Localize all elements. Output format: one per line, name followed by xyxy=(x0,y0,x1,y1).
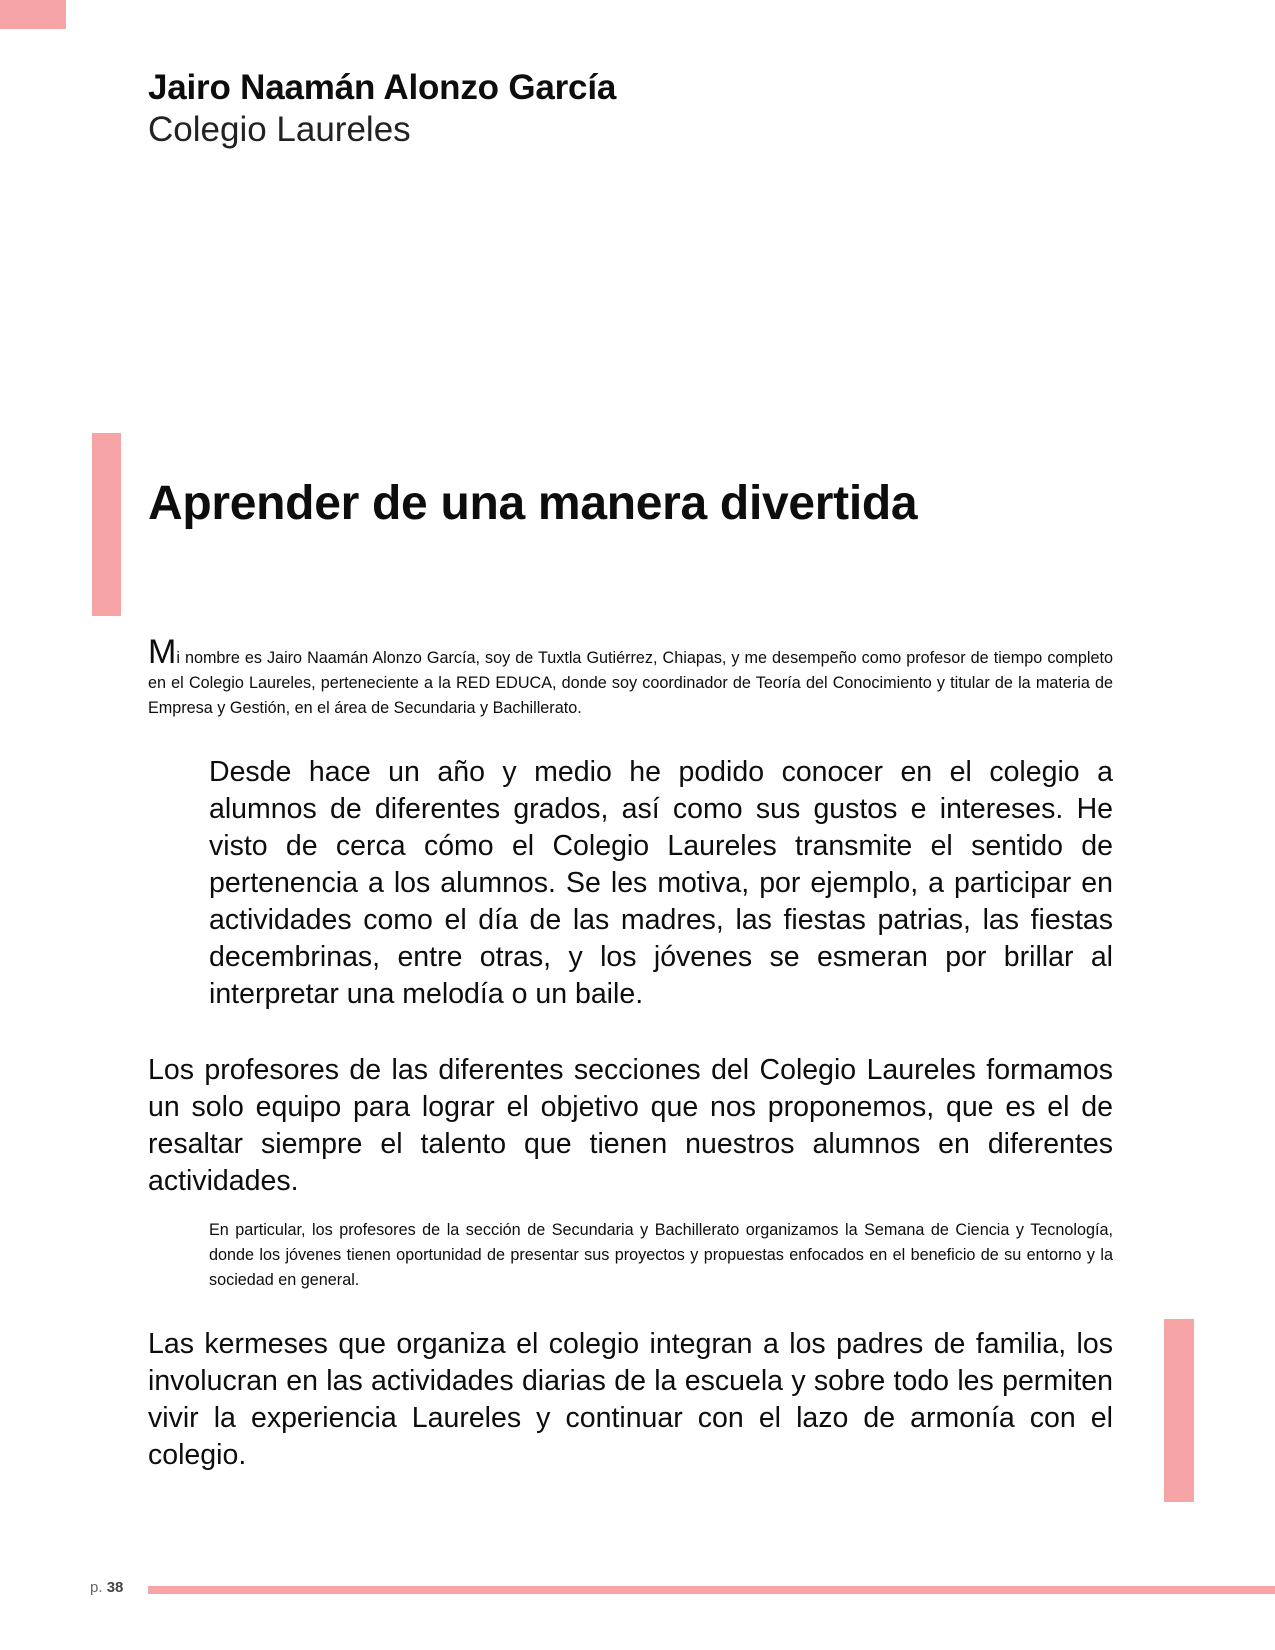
school-name: Colegio Laureles xyxy=(148,110,411,149)
page-number-value: 38 xyxy=(106,1579,124,1596)
intro-text: i nombre es Jairo Naamán Alonzo García, soy de Tuxtla Gutiérrez, Chiapas, y me desempeño como profesor de tiempo completo en el Colegio Laureles, perteneciente a la RED EDUCA, donde soy coordinador de Teoría del Conocimiento y titular de la materia de Empresa y Gestión, en el área de Secundaria y Bachillerato. xyxy=(148,649,1113,717)
body-paragraph-3: Las kermeses que organiza el colegio integran a los padres de familia, los involucran en las actividades diarias de la escuela y sobre todo les permiten vivir la experiencia Laureles y continuar con el lazo de armonía con el colegio. xyxy=(148,1328,1113,1471)
side-accent-bar xyxy=(1164,1319,1194,1502)
page-prefix: p. xyxy=(90,1579,103,1596)
footer-accent-bar xyxy=(148,1586,1275,1594)
article-title: Aprender de una manera divertida xyxy=(148,477,918,530)
drop-cap: M xyxy=(148,633,177,671)
indented-paragraph: Desde hace un año y medio he podido conocer en el colegio a alumnos de diferentes grados, así como sus gustos e intereses. He visto de cerca cómo el Colegio Laureles transmite el sentido de pertenencia a los alumnos. Se les motiva, por ejemplo, a participar en actividades como el día de las madres, las fiestas patrias, las fiestas decembrinas, entre otras, y los jóvenes se esmeran por brillar al interpretar una melodía o un baile. xyxy=(209,756,1113,1010)
heading-accent-bar xyxy=(92,433,121,616)
corner-accent-block xyxy=(0,0,66,29)
intro-paragraph xyxy=(148,633,1113,721)
author-name: Jairo Naamán Alonzo García xyxy=(148,68,617,107)
small-indented-paragraph: En particular, los profesores de la sección de Secundaria y Bachillerato organizamos la Semana de Ciencia y Tecnología, donde los jóvenes tienen oportunidad de presentar sus proyectos y propuestas enfocados en el beneficio de su entorno y la sociedad en general. xyxy=(209,1221,1113,1289)
page-number xyxy=(90,1578,123,1598)
body-paragraph-2: Los profesores de las diferentes secciones del Colegio Laureles formamos un solo equipo para lograr el objetivo que nos proponemos, que es el de resaltar siempre el talento que tienen nuestros alumnos en diferentes actividades. xyxy=(148,1054,1113,1197)
